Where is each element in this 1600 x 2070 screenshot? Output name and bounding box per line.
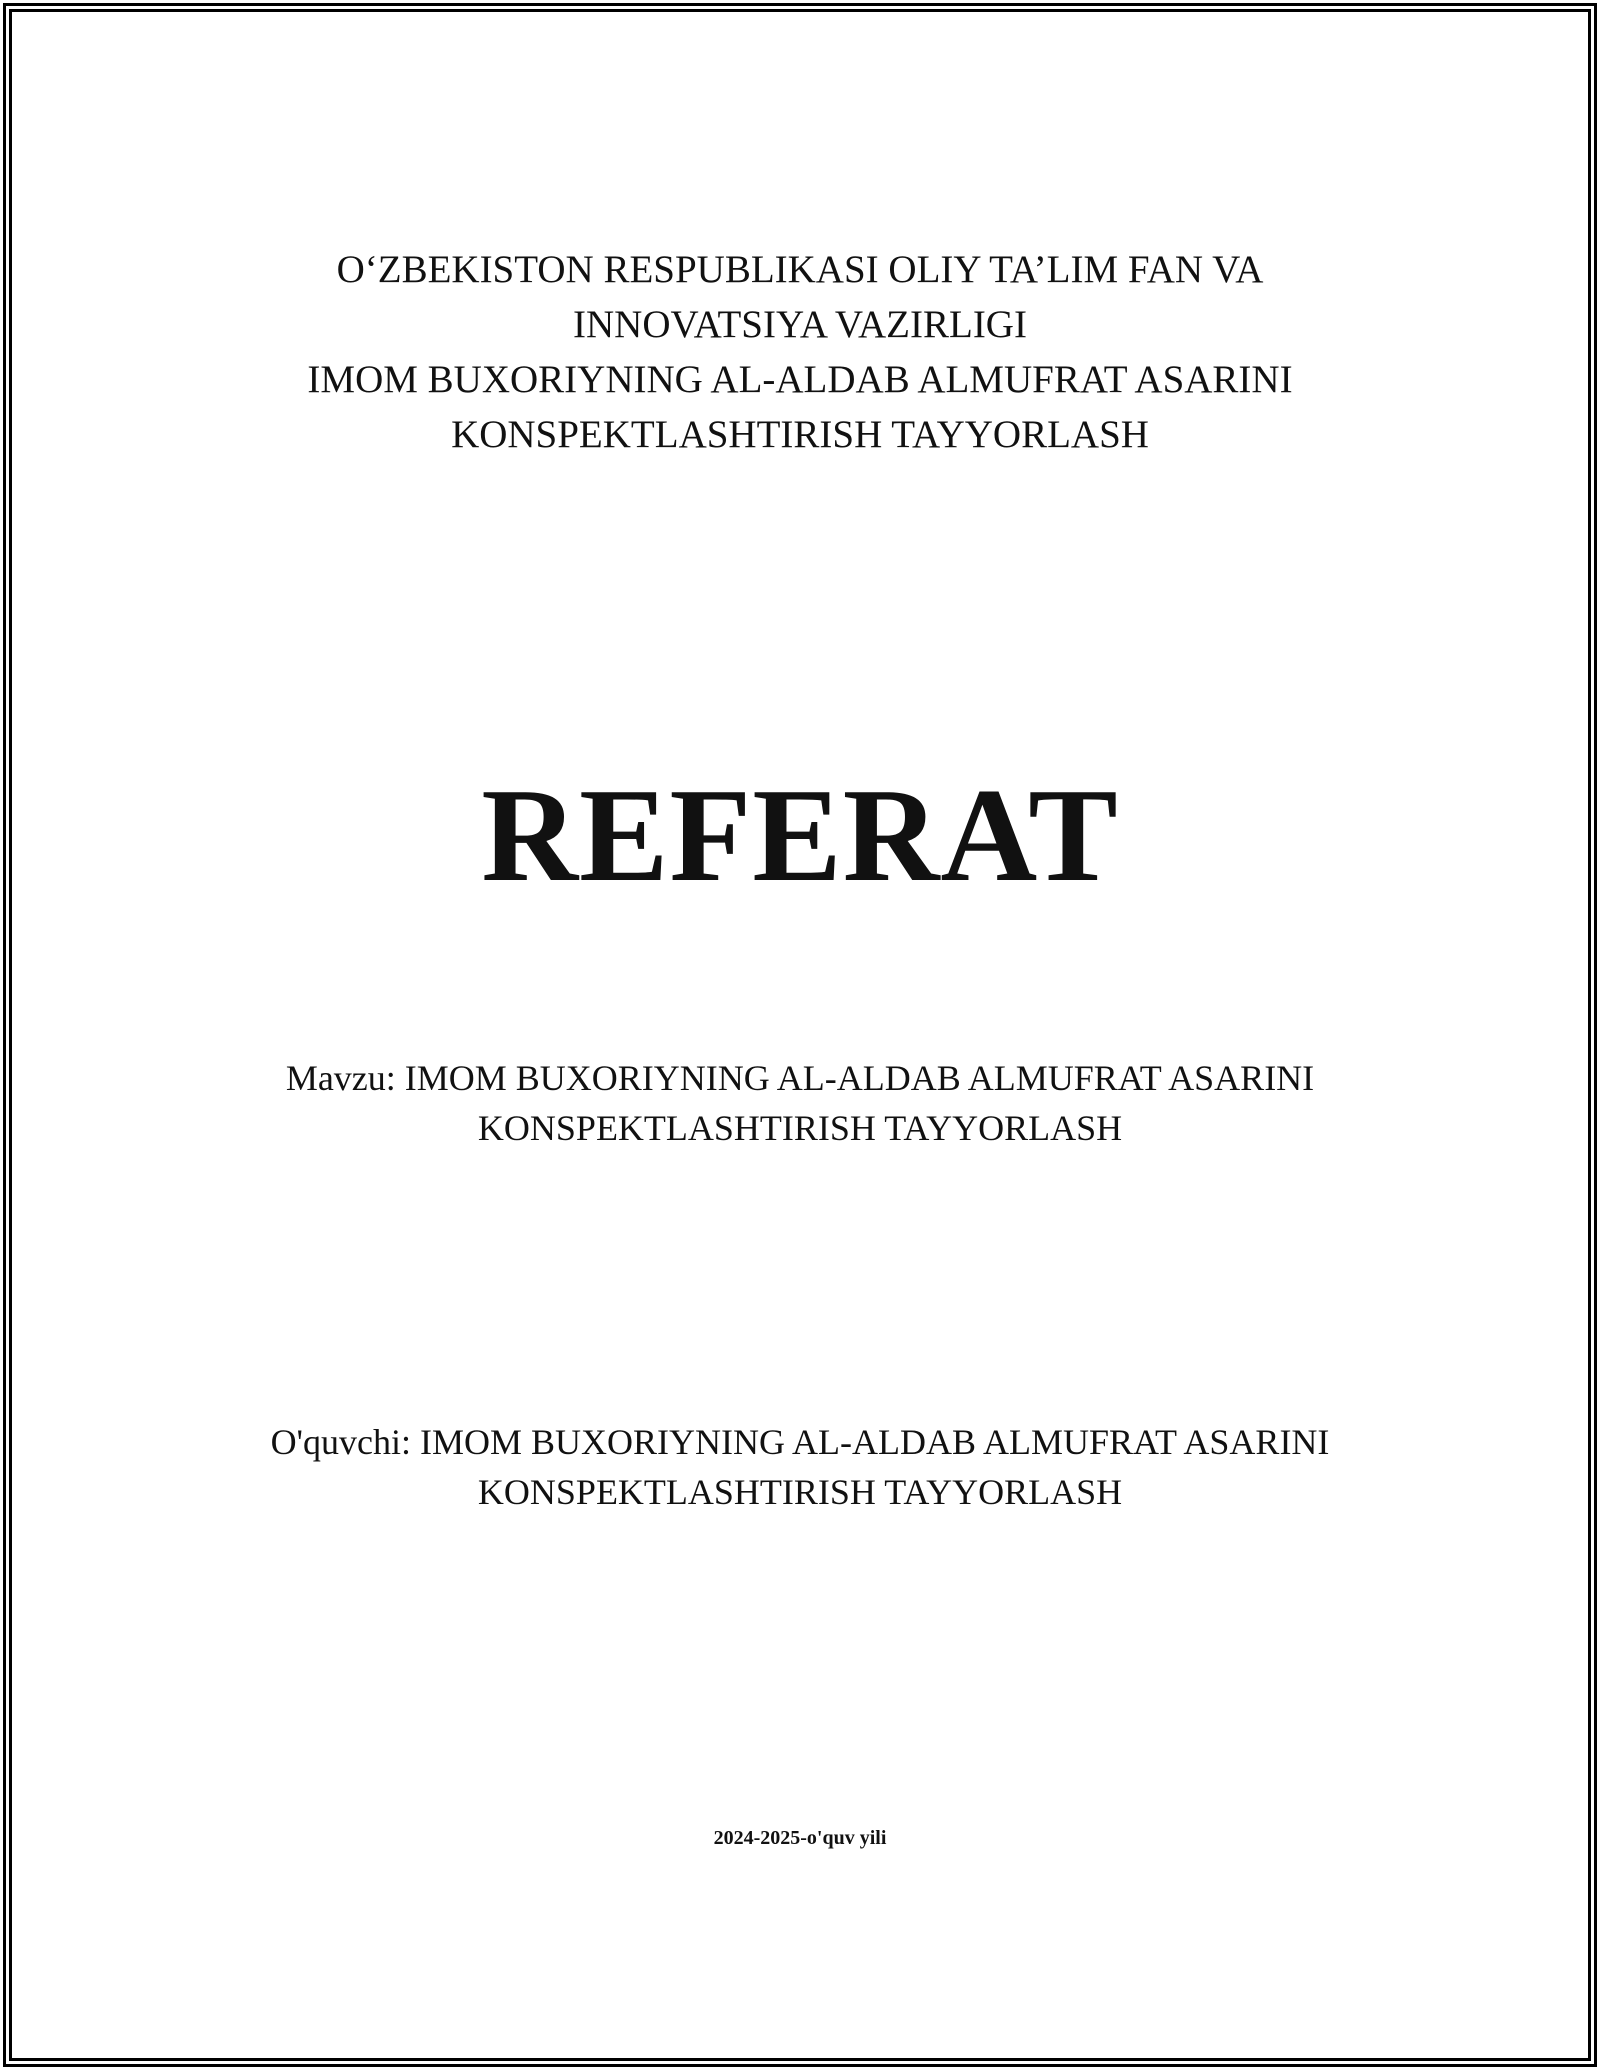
ministry-header (0, 242, 1600, 462)
document-title: REFERAT (481, 761, 1119, 909)
student-line-1: O'quvchi: IMOM BUXORIYNING AL-ALDAB ALMUFRAT ASARINI (270, 1422, 1330, 1462)
student-block (0, 1417, 1600, 1517)
academic-year: 2024-2025-o'quv yili (713, 1827, 887, 1849)
student-line-2: KONSPEKTLASHTIRISH TAYYORLASH (477, 1472, 1123, 1512)
topic-line-1: Mavzu: IMOM BUXORIYNING AL-ALDAB ALMUFRAT ASARINI (285, 1058, 1315, 1098)
ministry-line-1: O‘ZBEKISTON RESPUBLIKASI OLIY TA’LIM FAN VA (336, 248, 1264, 291)
ministry-line-2: INNOVATSIYA VAZIRLIGI (573, 303, 1027, 346)
ministry-line-3: IMOM BUXORIYNING AL-ALDAB ALMUFRAT ASARINI (307, 358, 1293, 401)
topic-block (0, 1053, 1600, 1153)
topic-line-2: KONSPEKTLASHTIRISH TAYYORLASH (477, 1108, 1123, 1148)
ministry-line-4: KONSPEKTLASHTIRISH TAYYORLASH (451, 413, 1149, 456)
